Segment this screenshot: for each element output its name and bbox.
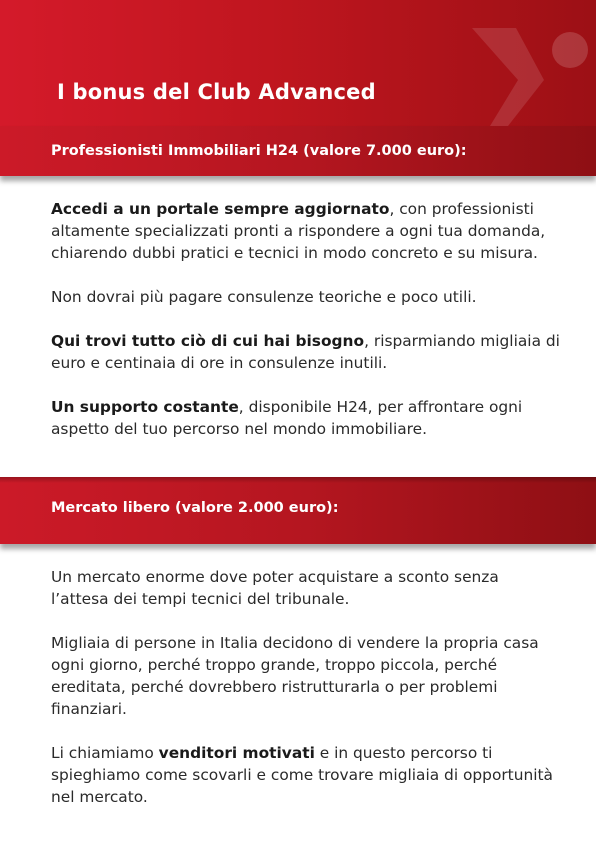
paragraph-text: Li chiamiamo [51, 744, 159, 762]
paragraph [51, 396, 561, 440]
paragraph [51, 742, 561, 808]
paragraph-text: Un mercato enorme dove poter acquistare a sconto senza l’attesa dei tempi tecnici del tribunale. [51, 568, 499, 608]
paragraph [51, 286, 561, 308]
section-content-mercato-libero [51, 566, 561, 808]
paragraph [51, 566, 561, 610]
bar-shadow [0, 477, 596, 483]
paragraph [51, 198, 561, 264]
page-header [0, 0, 596, 126]
section-title: Mercato libero (valore 2.000 euro): [51, 500, 339, 516]
section-title: Professionisti Immobiliari H24 (valore 7.000 euro): [51, 143, 467, 159]
paragraph-text: e in questo percorso ti spieghiamo come scovarli e come trovare migliaia di opportunità nel mercato. [51, 744, 553, 806]
page-title: I bonus del Club Advanced [57, 80, 376, 104]
bold-text: venditori motivati [158, 744, 315, 762]
paragraph-text: , risparmiando migliaia di euro e centinaia di ore in consulenze inutili. [51, 332, 560, 372]
paragraph-text: Non dovrai più pagare consulenze teoriche e poco utili. [51, 288, 477, 306]
decorative-arrow-icon [472, 28, 552, 126]
section-header-professionisti [0, 126, 596, 176]
paragraph-text: , con professionisti altamente specializzati pronti a rispondere a ogni tua domanda, chiarendo dubbi pratici e tecnici in modo concreto e su misura. [51, 200, 546, 262]
bold-text: Un supporto costante [51, 398, 239, 416]
paragraph [51, 632, 561, 720]
paragraph-text: Migliaia di persone in Italia decidono di vendere la propria casa ogni giorno, perché troppo grande, troppo piccola, perché ereditata, perché dovrebbero ristrutturarla o per problemi finanziari. [51, 634, 539, 718]
bold-text: Qui trovi tutto ciò di cui hai bisogno [51, 332, 365, 350]
bold-text: Accedi a un portale sempre aggiornato [51, 200, 390, 218]
paragraph [51, 330, 561, 374]
paragraph-text: , disponibile H24, per affrontare ogni aspetto del tuo percorso nel mondo immobiliare. [51, 398, 523, 438]
section-content-professionisti [51, 198, 561, 440]
section-header-mercato-libero [0, 477, 596, 544]
decorative-circle-icon [552, 32, 588, 68]
